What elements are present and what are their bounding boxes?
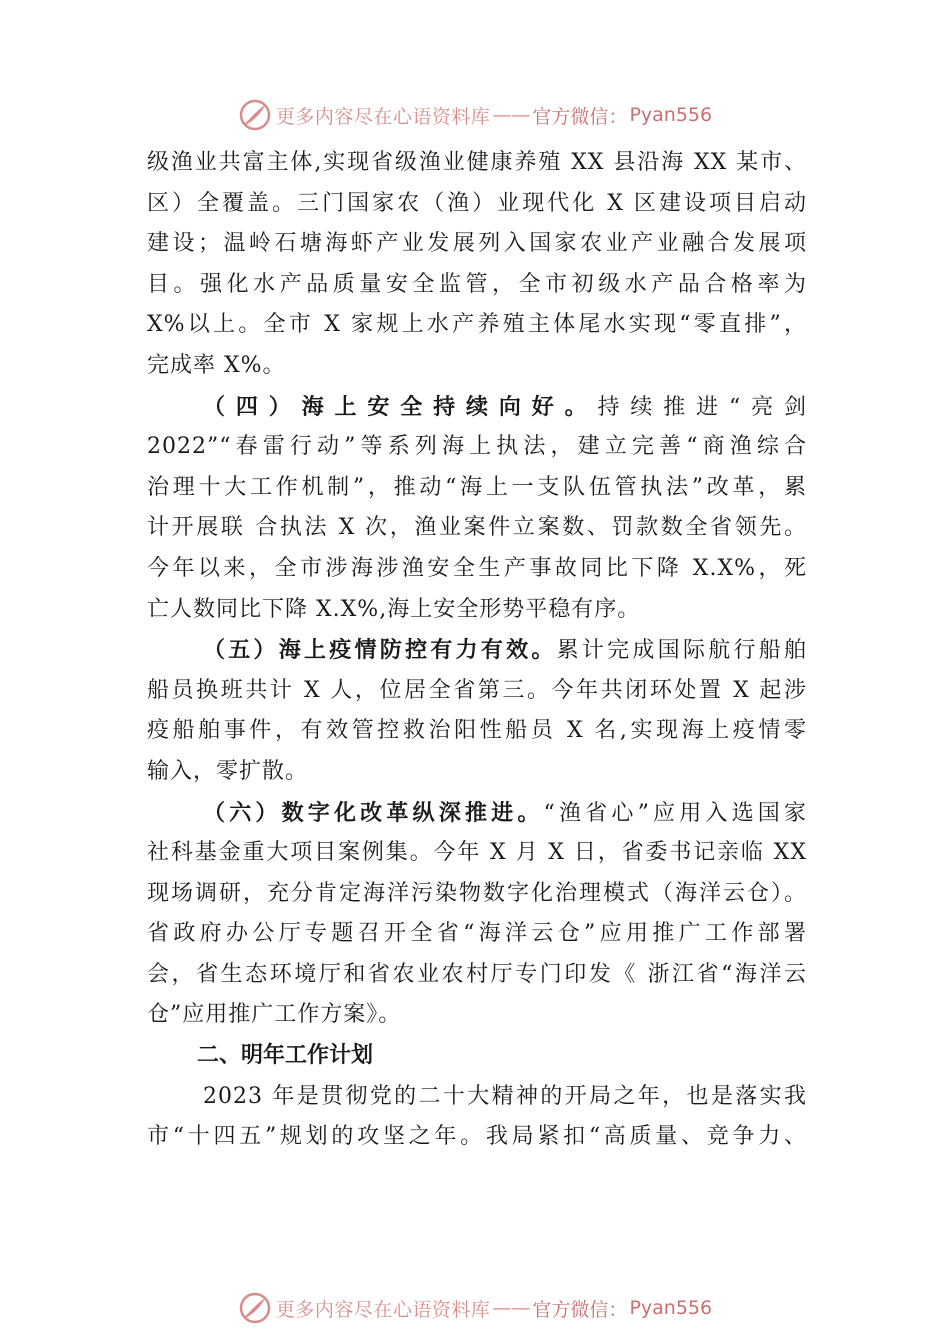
text-line: 仓”应用推广工作方案》。	[147, 1002, 402, 1028]
text-span: 持续推进“亮剑	[597, 394, 807, 420]
document-body	[147, 143, 807, 1158]
watermark-label: 官方微信：	[532, 1298, 628, 1321]
text-line: 计开展联 合执法 X 次，渔业案件立案数、罚款数全省领先。	[147, 515, 807, 541]
section-heading: 二、明年工作计划	[197, 1043, 374, 1069]
text-span: 累计完成国际航行船舶	[556, 638, 807, 664]
text-line: 省政府办公厅专题召开全省“海洋云仓”应用推广工作部署	[147, 921, 807, 947]
text-line: X%以上。全市 X 家规上水产养殖主体尾水实现“零直排”，	[147, 312, 807, 338]
paragraph-maritime-safety	[147, 387, 807, 631]
paragraph-epidemic-control	[147, 630, 807, 792]
header-watermark	[0, 95, 950, 135]
text-line: 建设；温岭石塘海虾产业发展列入国家农业产业融合发展项	[147, 231, 807, 257]
text-line: 区）全覆盖。三门国家农（渔）业现代化 X 区建设项目启动	[147, 190, 807, 216]
paragraph-title: （六）数字化改革纵深推进。	[203, 799, 544, 826]
watermark-separator: ——	[492, 104, 531, 126]
paragraph-fishery	[147, 143, 807, 387]
quill-logo-icon	[238, 98, 272, 132]
paragraph-digital-reform	[147, 793, 807, 1037]
text-line	[147, 793, 807, 834]
text-line: 2023 年是贯彻党的二十大精神的开局之年，也是落实我	[203, 1083, 807, 1109]
text-line: 现场调研，充分肯定海洋污染物数字化治理模式（海洋云仓）。	[147, 880, 807, 906]
watermark-separator: ——	[492, 1297, 531, 1319]
footer-watermark	[0, 1288, 950, 1328]
text-line: 社科基金重大项目案例集。今年 X 月 X 日，省委书记亲临 XX	[147, 840, 807, 866]
paragraph-next-year	[147, 1077, 807, 1158]
text-line: 疫船舶事件，有效管控救治阳性船员 X 名,实现海上疫情零	[147, 718, 807, 744]
text-line: 治理十大工作机制”，推动“海上一支队伍管执法”改革，累	[147, 474, 807, 500]
text-span: “渔省心”应用入选国家	[543, 800, 807, 826]
watermark-wechat-id: Pyan556	[629, 1297, 713, 1319]
watermark-wechat-id: Pyan556	[629, 104, 713, 126]
text-line: 2022”“春雷行动”等系列海上执法，建立完善“商渔综合	[147, 434, 807, 460]
paragraph-title: （四）海上安全持续向好。	[203, 393, 598, 420]
text-line: 目。强化水产品质量安全监管，全市初级水产品合格率为	[147, 271, 807, 297]
watermark-text: 更多内容尽在心语资料库	[275, 1298, 491, 1321]
text-line: 市“十四五”规划的攻坚之年。我局紧扣“高质量、竞争力、	[147, 1124, 807, 1150]
text-line: 输入，零扩散。	[147, 758, 309, 784]
text-line: 船员换班共计 X 人，位居全省第三。今年共闭环处置 X 起涉	[147, 677, 807, 703]
watermark-label: 官方微信：	[532, 105, 628, 128]
text-line	[147, 630, 807, 671]
text-line	[147, 387, 807, 428]
text-line: 级渔业共富主体,实现省级渔业健康养殖 XX 县沿海 XX 某市、	[147, 150, 807, 175]
paragraph-title: （五）海上疫情防控有力有效。	[203, 637, 557, 664]
text-line: 会，省生态环境厅和省农业农村厅专门印发《 浙江省“海洋云	[147, 961, 807, 987]
text-line: 亡人数同比下降 X.X%,海上安全形势平稳有序。	[147, 596, 641, 622]
text-line: 今年以来，全市涉海涉渔安全生产事故同比下降 X.X%，死	[147, 555, 807, 581]
watermark-text: 更多内容尽在心语资料库	[275, 105, 491, 128]
text-line: 完成率 X%。	[147, 352, 286, 378]
quill-logo-icon	[238, 1291, 272, 1325]
